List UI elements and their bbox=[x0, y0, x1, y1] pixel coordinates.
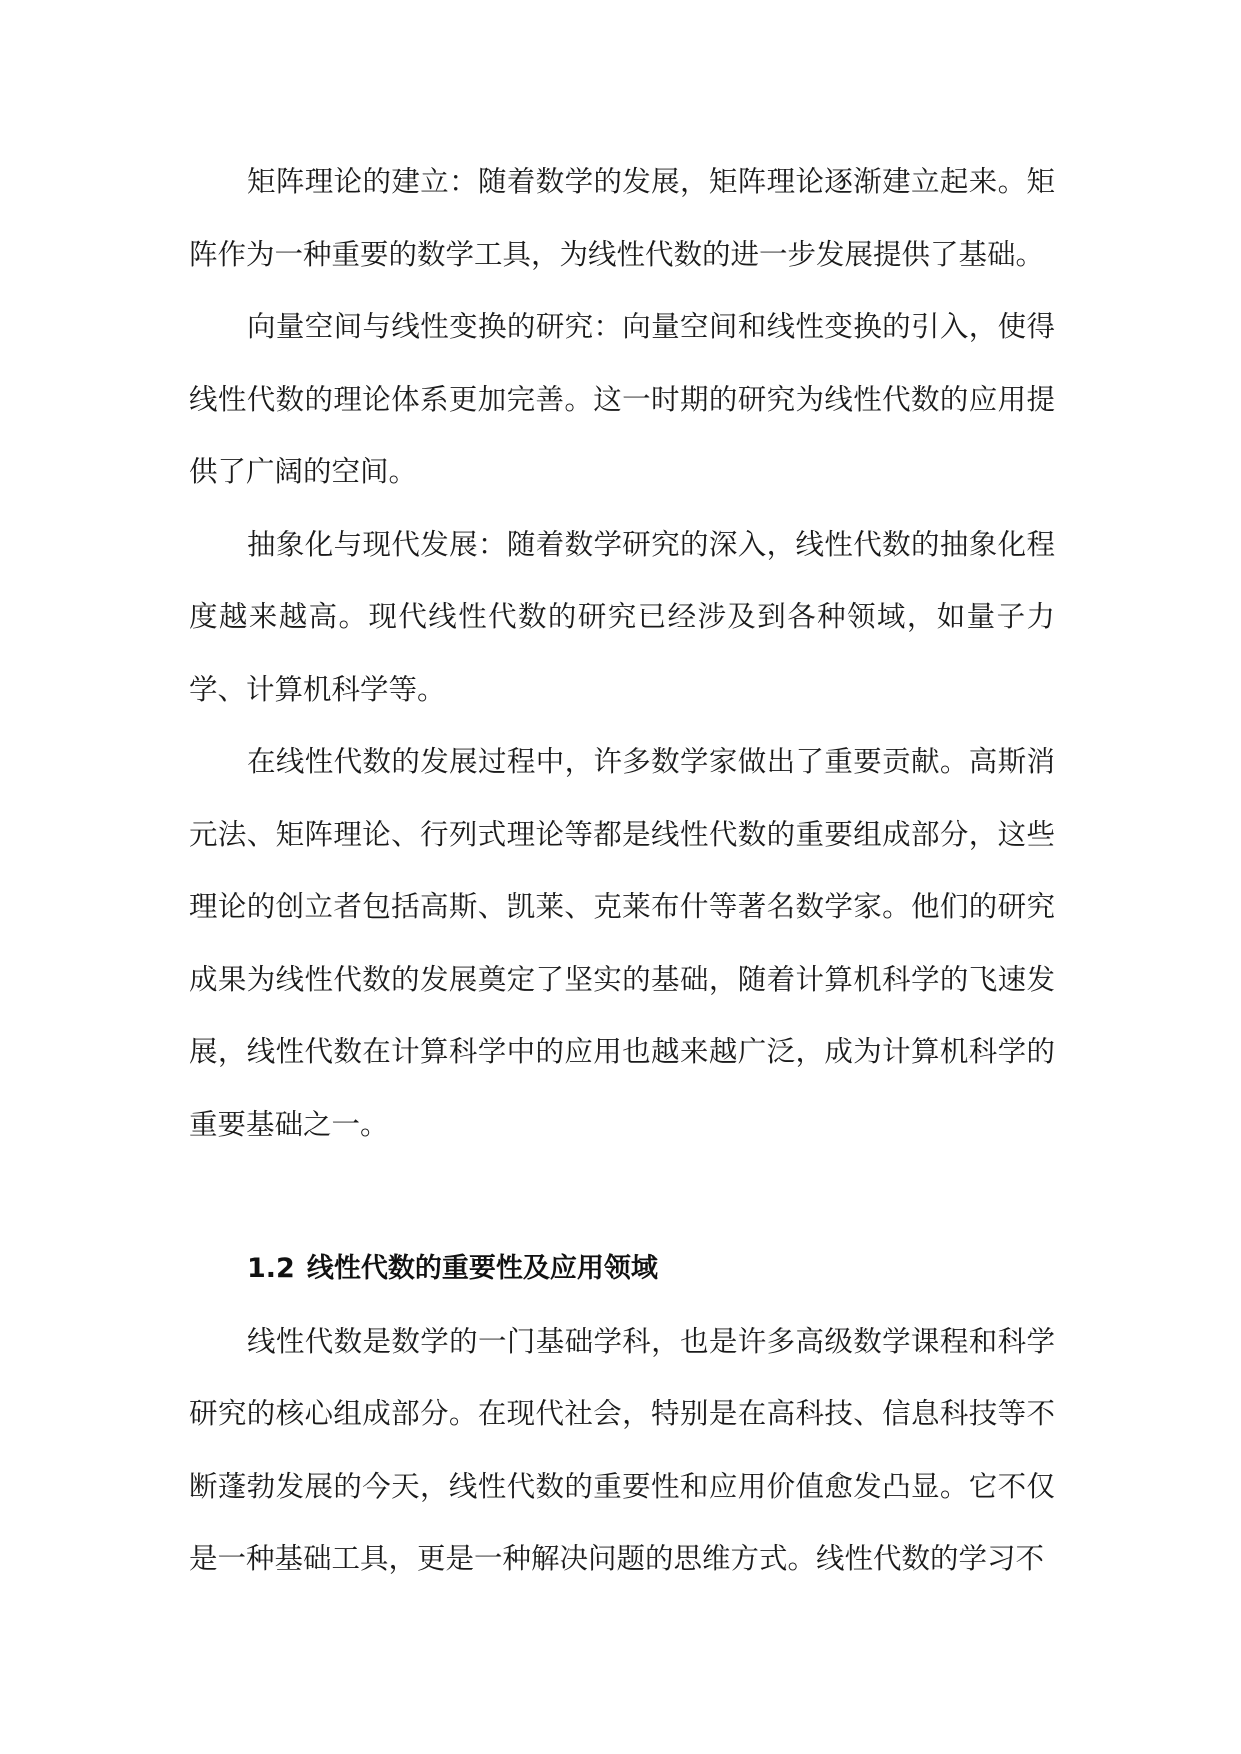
section-heading bbox=[189, 1233, 1055, 1306]
paragraph-vector-space: 向量空间与线性变换的研究：向量空间和线性变换的引入，使得线性代数的理论体系更加完善。这一时期的研究为线性代数的应用提供了广阔的空间。 bbox=[189, 310, 1055, 488]
paragraph-matrix-theory: 矩阵理论的建立：随着数学的发展，矩阵理论逐渐建立起来。矩阵作为一种重要的数学工具，为线性代数的进一步发展提供了基础。 bbox=[189, 165, 1055, 271]
paragraph-abstraction: 抽象化与现代发展：随着数学研究的深入，线性代数的抽象化程度越来越高。现代线性代数的研究已经涉及到各种领域，如量子力学、计算机科学等。 bbox=[189, 527, 1055, 706]
paragraph-contributors: 在线性代数的发展过程中，许多数学家做出了重要贡献。高斯消元法、矩阵理论、行列式理论等都是线性代数的重要组成部分，这些理论的创立者包括高斯、凯莱、克莱布什等著名数学家。他们的研究成果为线性代数的发展奠定了坚实的基础，随着计算机科学的飞速发展，线性代数在计算科学中的应用也越来越广泛，成为计算机科学的重要基础之一。 bbox=[189, 745, 1055, 1141]
paragraph-importance: 线性代数是数学的一门基础学科，也是许多高级数学课程和科学研究的核心组成部分。在现代社会，特别是在高科技、信息科技等不断蓬勃发展的今天，线性代数的重要性和应用价值愈发凸显。它不仅是一种基础工具，更是一种解决问题的思维方式。线性代数的学习不 bbox=[189, 1324, 1055, 1575]
section-number: 1.2 bbox=[247, 1253, 295, 1284]
document-body bbox=[189, 146, 1055, 1596]
section-title: 线性代数的重要性及应用领域 bbox=[306, 1253, 658, 1284]
